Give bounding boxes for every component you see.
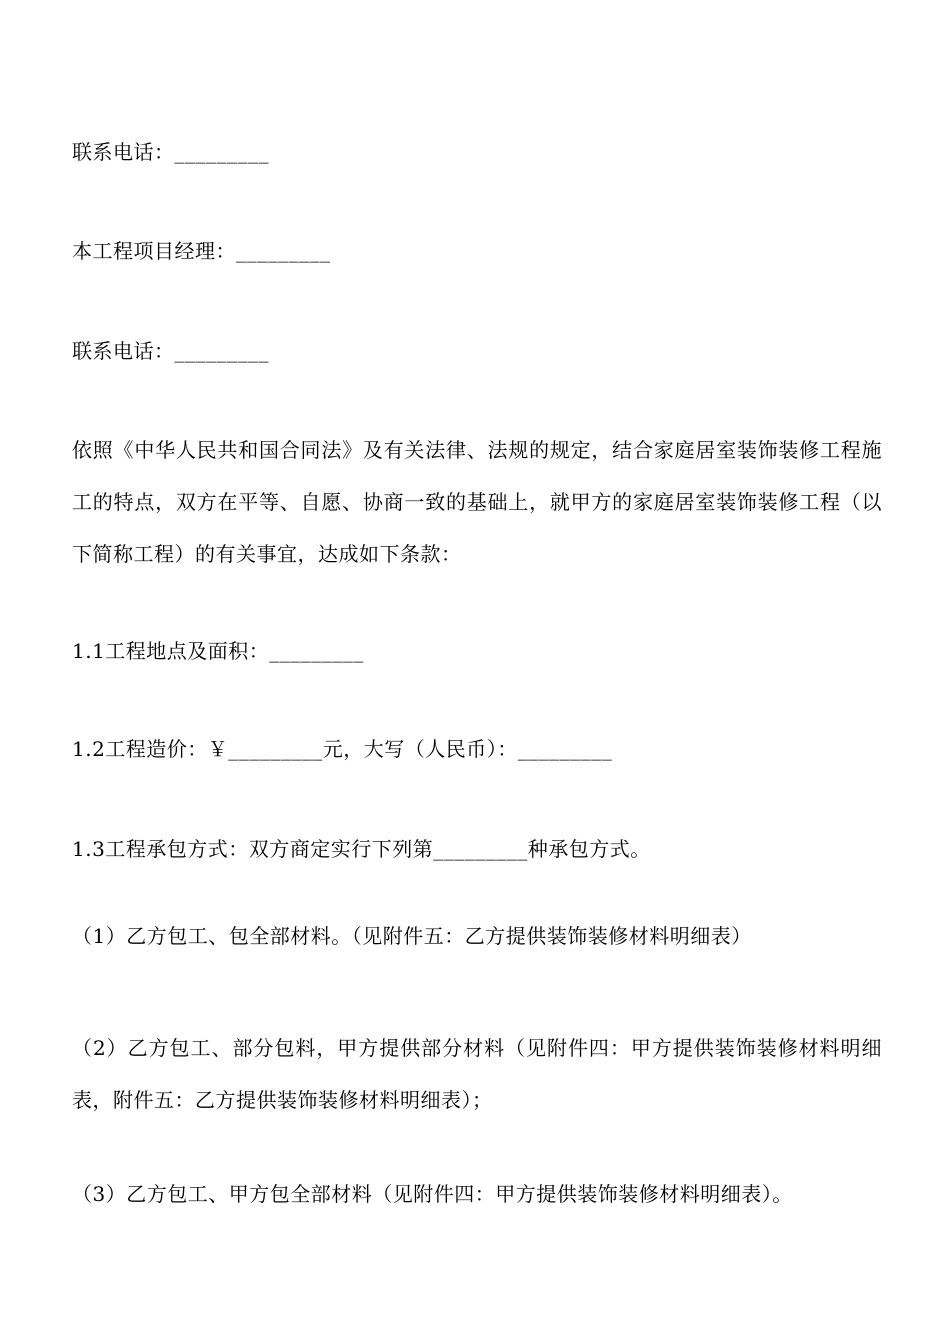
option-2: （2）乙方包工、部分包料，甲方提供部分材料（见附件四：甲方提供装饰装修材料明细表，附件五：乙方提供装饰装修材料明细表）；: [72, 1036, 882, 1112]
contact-phone-line: 联系电话：_________: [72, 140, 269, 164]
clause-1-2: 1.2工程造价：￥_________元，大写（人民币）：_________: [72, 737, 613, 761]
contact-phone-line-2: 联系电话：_________: [72, 339, 269, 363]
project-manager-line: 本工程项目经理：_________: [72, 239, 331, 263]
clause-1-3: 1.3工程承包方式：双方商定实行下列第_________种承包方式。: [72, 837, 651, 861]
clause-1-1: 1.1工程地点及面积：_________: [72, 639, 364, 663]
option-3: （3）乙方包工、甲方包全部材料（见附件四：甲方提供装饰装修材料明细表）。: [72, 1182, 793, 1206]
intro-paragraph: 依照《中华人民共和国合同法》及有关法律、法规的规定，结合家庭居室装饰装修工程施工的特点，双方在平等、自愿、协商一致的基础上，就甲方的家庭居室装饰装修工程（以下简称工程）的有关事宜，达成如下条款：: [72, 438, 882, 566]
option-1: （1）乙方包工、包全部材料。（见附件五：乙方提供装饰装修材料明细表）: [72, 924, 752, 948]
